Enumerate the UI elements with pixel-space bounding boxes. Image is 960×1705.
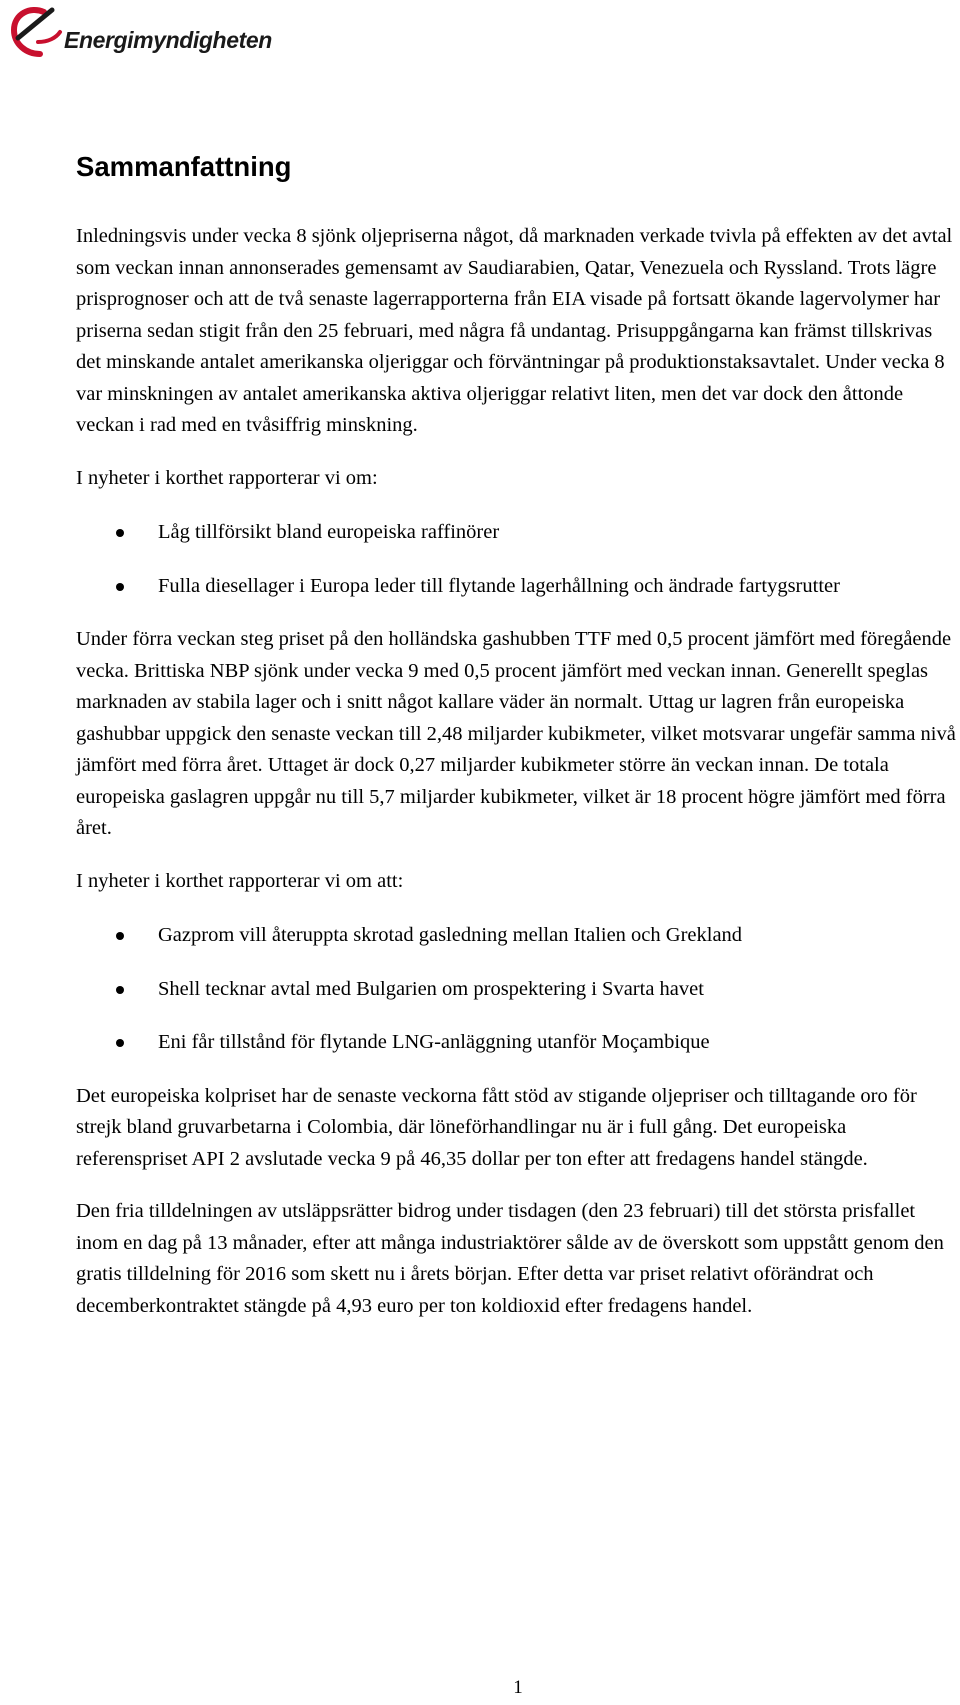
list-item: Gazprom vill återuppta skrotad gasledning mellan Italien och Grekland (76, 920, 956, 952)
list-item: Shell tecknar avtal med Bulgarien om prospektering i Svarta havet (76, 974, 956, 1006)
bullet-icon (116, 932, 124, 940)
page-number: 1 (513, 1677, 523, 1698)
page-title: Sammanfattning (76, 151, 292, 182)
brand-name: Energimyndigheten (64, 26, 272, 53)
gas-paragraph: Under förra veckan steg priset på den holländska gashubben TTF med 0,5 procent jämfört med föregående vecka. Brittiska NBP sjönk under vecka 9 med 0,5 procent jämfört med veckan innan. Generellt speglas marknaden av stabila lager och i snitt något kallare väder än normalt. Uttag ur lagren från europeiska gashubbar uppgick den senaste veckan till 2,48 miljarder kubikmeter, vilket motsvarar ungefär samma nivå jämfört med förra året. Uttaget är dock 0,27 miljarder kubikmeter större än veckan innan. De totala europeiska gaslagren uppgår nu till 5,7 miljarder kubikmeter, vilket är 18 procent högre jämfört med förra året. (76, 628, 956, 839)
oil-paragraph: Inledningsvis under vecka 8 sjönk oljepriserna något, då marknaden verkade tvivla på effekten av det avtal som veckan innan annonserades gemensamt av Saudiarabien, Qatar, Venezuela och Ryssland. Trots lägre prisprognoser och att de två senaste lagerrapporterna från EIA visade på fortsatt ökande lagervolymer har priserna sedan stigit från den 25 februari, med några få undantag. Prisuppgångarna kan främst tillskrivas det minskande antalet amerikanska oljeriggar och förväntningar på produktionstaksavtalet. Under vecka 8 var minskningen av antalet amerikanska aktiva oljeriggar relativt liten, men det var dock den åttonde veckan i rad med en tvåsiffrig minskning. (76, 225, 953, 436)
list-item: Eni får tillstånd för flytande LNG-anläggning utanför Moçambique (76, 1027, 956, 1059)
list-item: Fulla diesellager i Europa leder till flytande lagerhållning och ändrade fartygsrutter (76, 571, 956, 603)
bullet-icon (116, 529, 124, 537)
gas-news-list (76, 920, 956, 1059)
bullet-icon (116, 1039, 124, 1047)
bullet-icon (116, 986, 124, 994)
bullet-icon (116, 583, 124, 591)
list-item: Låg tillförsikt bland europeiska raffinörer (76, 517, 956, 549)
document-body (76, 150, 956, 1322)
logo-swoosh-icon (8, 4, 68, 60)
emissions-paragraph: Den fria tilldelningen av utsläppsrätter bidrog under tisdagen (den 23 februari) till det största prisfallet inom en dag på 13 månader, efter att många industriaktörer sålde av de överskott som uppstått genom den gratis tilldelning för 2016 som skett nu i årets början. Efter detta var priset relativt oförändrat och decemberkontraktet stängde på 4,93 euro per ton koldioxid efter fredagens handel. (76, 1200, 944, 1317)
oil-news-list (76, 517, 956, 602)
gas-news-intro: I nyheter i korthet rapporterar vi om att: (76, 869, 404, 892)
energimyndigheten-logo (8, 4, 272, 60)
coal-paragraph: Det europeiska kolpriset har de senaste veckorna fått stöd av stigande oljepriser och tilltagande oro för strejk bland gruvarbetarna i Colombia, där löneförhandlingar nu är i full gång. Det europeiska referenspriset API 2 avslutade vecka 9 på 46,35 dollar per ton efter att fredagens handel stängde. (76, 1084, 917, 1170)
oil-news-intro: I nyheter i korthet rapporterar vi om: (76, 466, 378, 489)
